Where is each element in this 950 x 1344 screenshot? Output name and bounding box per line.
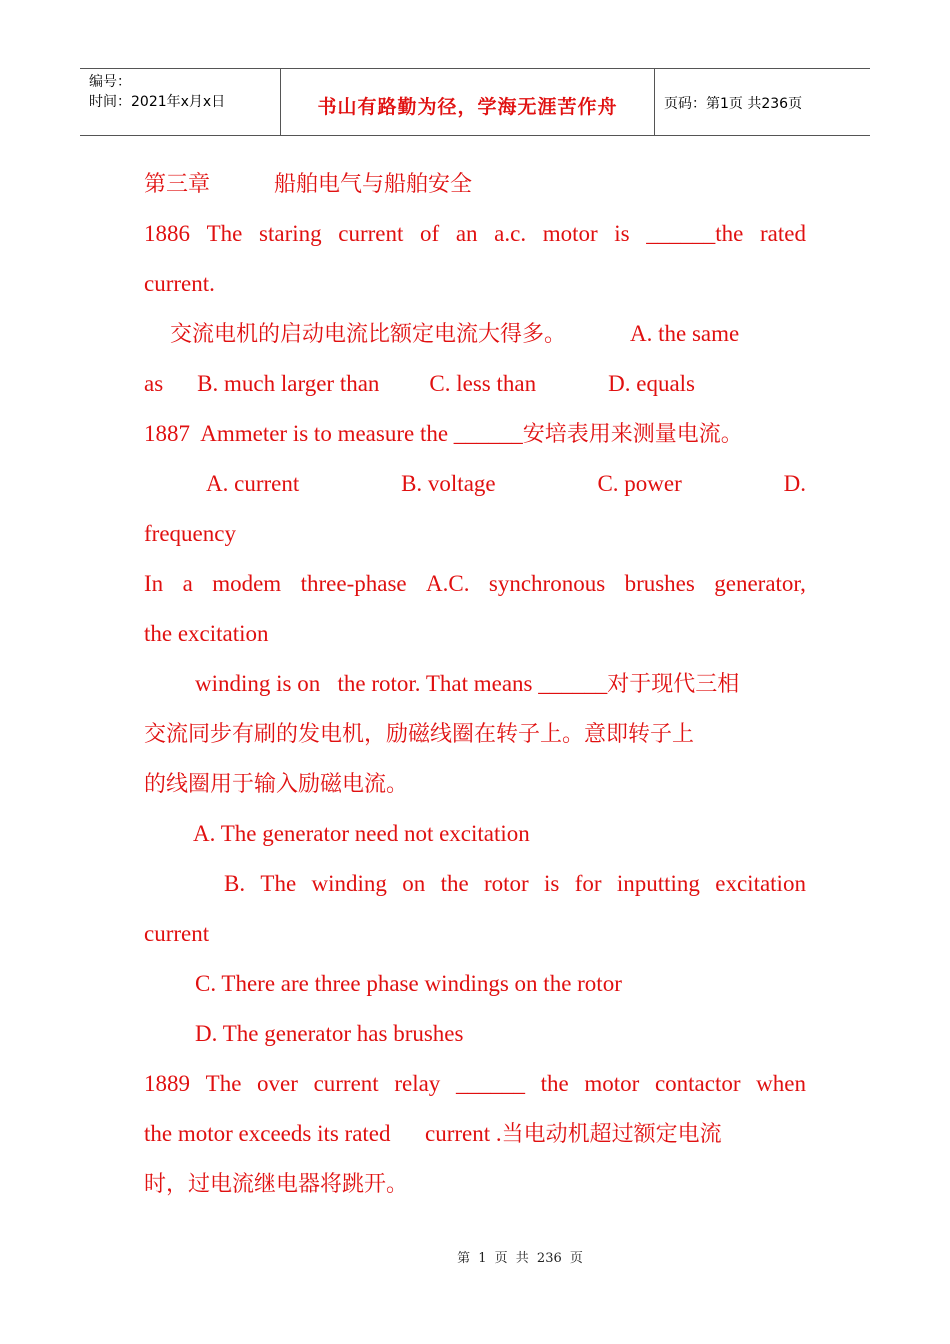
text-line — [144, 209, 806, 259]
word: three-phase — [300, 571, 407, 596]
word: current — [313, 1071, 379, 1096]
text-line — [144, 959, 806, 1009]
option-text: B. much larger than — [197, 371, 380, 396]
word: A. current — [206, 471, 300, 496]
chinese-text: 对于现代三相 — [607, 672, 740, 697]
option-text: as — [144, 371, 164, 396]
word: inputting — [616, 871, 700, 896]
english-text: 1887 Ammeter is to measure the ______ — [144, 421, 523, 446]
text-line — [144, 1109, 806, 1159]
english-text: A. The generator need not excitation — [193, 821, 530, 846]
word: rotor — [484, 871, 529, 896]
word: a — [182, 571, 193, 596]
word: the — [540, 1071, 569, 1096]
word: ______the — [646, 221, 744, 246]
word: excitation — [715, 871, 806, 896]
chinese-text: 的线圈用于输入励磁电流。 — [144, 772, 409, 797]
option-text: D. equals — [608, 371, 695, 396]
word: an — [455, 221, 478, 246]
number-label: 编号： — [89, 74, 131, 90]
english-text: winding is on the rotor. That means ______ — [195, 671, 608, 696]
word: of — [420, 221, 440, 246]
text-line — [144, 859, 806, 909]
word: current — [338, 221, 404, 246]
word: B. — [224, 871, 246, 896]
word: 1889 — [144, 1071, 190, 1096]
text-line — [144, 709, 806, 759]
header-motto-cell — [281, 69, 655, 135]
text-line — [144, 909, 806, 959]
word: motor — [584, 1071, 640, 1096]
word: rated — [759, 221, 806, 246]
chinese-text: 交流电机的启动电流比额定电流大得多。 — [170, 322, 567, 347]
word: synchronous — [488, 571, 606, 596]
word: The — [206, 221, 243, 246]
english-text: frequency — [144, 521, 236, 546]
word: for — [574, 871, 602, 896]
text-line — [144, 1059, 806, 1109]
english-text: C. There are three phase windings on the rotor — [195, 971, 622, 996]
text-line — [144, 309, 806, 359]
word: on — [402, 871, 426, 896]
word: D. — [783, 471, 806, 496]
text-line — [144, 559, 806, 609]
word: C. power — [597, 471, 682, 496]
text-line — [144, 759, 806, 809]
english-text: current. — [144, 271, 215, 296]
text-line — [144, 409, 806, 459]
text-line — [144, 809, 806, 859]
text-line — [144, 1009, 806, 1059]
chapter-title: 船舶电气与船舶安全 — [274, 172, 473, 197]
word: The — [205, 1071, 242, 1096]
time-label: 时间：2021年x月x日 — [89, 94, 226, 110]
english-text: A. the same — [630, 321, 740, 346]
word: the — [440, 871, 469, 896]
text-line — [144, 359, 806, 409]
document-header — [80, 68, 870, 136]
word: brushes — [624, 571, 695, 596]
text-line — [144, 509, 806, 559]
motto-text: 书山有路勤为径，学海无涯苦作舟 — [317, 96, 618, 118]
word: generator, — [714, 571, 806, 596]
word: In — [144, 571, 164, 596]
text-line — [144, 659, 806, 709]
chinese-text: 安培表用来测量电流。 — [522, 422, 743, 447]
chinese-text: 当电动机超过额定电流 — [501, 1122, 722, 1147]
word: is — [614, 221, 630, 246]
text-line — [144, 459, 806, 509]
chinese-text: 交流同步有刷的发电机，励磁线圈在转子上。意即转子上 — [144, 722, 695, 747]
word: ______ — [455, 1071, 525, 1096]
document-body — [144, 159, 806, 1209]
header-meta-cell — [80, 69, 281, 135]
text-line — [144, 1159, 806, 1209]
word: a.c. — [494, 221, 527, 246]
word: is — [544, 871, 560, 896]
text-line — [144, 259, 806, 309]
text-line — [144, 609, 806, 659]
page-footer — [0, 1247, 950, 1266]
word: A.C. — [426, 571, 470, 596]
word: when — [756, 1071, 806, 1096]
english-text: the motor exceeds its rated current . — [144, 1121, 502, 1146]
word: contactor — [654, 1071, 741, 1096]
header-page-cell — [655, 69, 870, 135]
english-text: current — [144, 921, 210, 946]
chinese-text: 时，过电流继电器将跳开。 — [144, 1172, 409, 1197]
option-text: C. less than — [429, 371, 537, 396]
word: B. voltage — [401, 471, 496, 496]
word: relay — [394, 1071, 441, 1096]
english-text: D. The generator has brushes — [195, 1021, 464, 1046]
word: The — [260, 871, 297, 896]
english-text: the excitation — [144, 621, 269, 646]
footer-page-number: 第 1 页 共 236 页 — [457, 1251, 583, 1266]
word: winding — [311, 871, 387, 896]
chapter-label: 第三章 — [144, 172, 211, 197]
word: over — [257, 1071, 298, 1096]
word: motor — [542, 221, 598, 246]
word: 1886 — [144, 221, 190, 246]
word: staring — [259, 221, 322, 246]
page-label: 页码：第1页 共236页 — [664, 96, 803, 112]
word: modem — [212, 571, 282, 596]
text-line — [144, 159, 806, 209]
